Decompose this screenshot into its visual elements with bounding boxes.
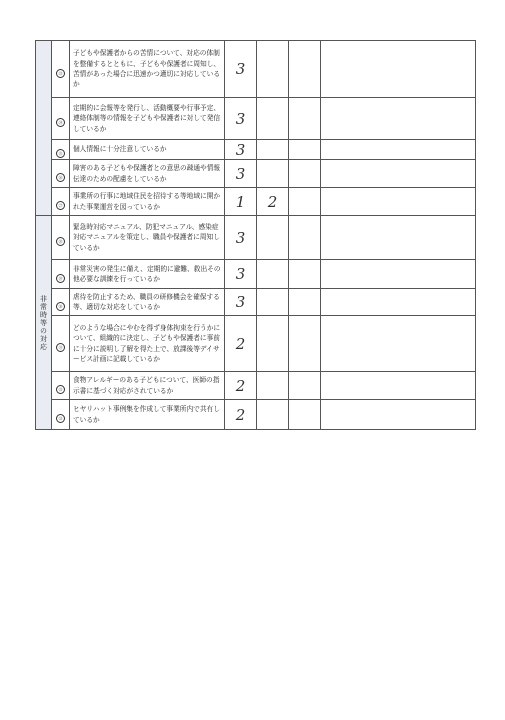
- answer-neutral: [257, 400, 289, 430]
- question-text: 事業所の行事に地域住民を招待する等地域に開かれた事業運営を図っているか: [70, 188, 225, 216]
- row-number: ㉜: [52, 372, 70, 400]
- comment-cell: [321, 41, 476, 98]
- evaluation-table: [35, 40, 476, 430]
- answer-yes: 1: [225, 188, 257, 216]
- table-row: [36, 140, 476, 160]
- comment-cell: [321, 372, 476, 400]
- question-text: 食物アレルギーのある子どもについて、医師の指示書に基づく対応がされているか: [70, 372, 225, 400]
- answer-no: [289, 188, 321, 216]
- answer-yes: 3: [225, 160, 257, 188]
- answer-yes: 3: [225, 260, 257, 289]
- answer-yes: 3: [225, 216, 257, 260]
- answer-yes: 3: [225, 289, 257, 316]
- question-text: 障害のある子どもや保護者との意思の疎通や情報伝達のための配慮をしているか: [70, 160, 225, 188]
- row-number: ㉗: [52, 188, 70, 216]
- answer-neutral: [257, 260, 289, 289]
- table-row: [36, 400, 476, 430]
- table-row: [36, 289, 476, 316]
- answer-no: [289, 400, 321, 430]
- answer-yes: 2: [225, 372, 257, 400]
- comment-cell: [321, 216, 476, 260]
- comment-cell: [321, 289, 476, 316]
- table-row: [36, 260, 476, 289]
- question-text: ヒヤリハット事例集を作成して事業所内で共有しているか: [70, 400, 225, 430]
- row-number: ㉚: [52, 289, 70, 316]
- table-row: [36, 98, 476, 140]
- question-text: 虐待を防止するため、職員の研修機会を確保する等、適切な対応をしているか: [70, 289, 225, 316]
- comment-cell: [321, 140, 476, 160]
- answer-neutral: [257, 98, 289, 140]
- answer-neutral: [257, 316, 289, 372]
- question-text: 子どもや保護者からの苦情について、対応の体制を整備するとともに、子どもや保護者に周知し、苦情があった場合に迅速かつ適切に対応しているか: [70, 41, 225, 98]
- table-row: [36, 372, 476, 400]
- answer-yes: 3: [225, 41, 257, 98]
- row-number: ㉖: [52, 160, 70, 188]
- row-number: ㉛: [52, 316, 70, 372]
- answer-no: [289, 140, 321, 160]
- answer-yes: 2: [225, 316, 257, 372]
- table-row: [36, 216, 476, 260]
- comment-cell: [321, 98, 476, 140]
- answer-no: [289, 216, 321, 260]
- comment-cell: [321, 160, 476, 188]
- answer-no: [289, 316, 321, 372]
- question-text: 緊急時対応マニュアル、防犯マニュアル、感染症対応マニュアルを策定し、職員や保護者に周知しているか: [70, 216, 225, 260]
- category-cell-emergency: [36, 216, 52, 430]
- table-row: [36, 41, 476, 98]
- answer-yes: 2: [225, 400, 257, 430]
- answer-yes: 3: [225, 98, 257, 140]
- question-text: 非常災害の発生に備え、定期的に避難、救出その他必要な訓練を行っているか: [70, 260, 225, 289]
- row-number: ㉕: [52, 140, 70, 160]
- row-number: ㉝: [52, 400, 70, 430]
- comment-cell: [321, 188, 476, 216]
- answer-neutral: [257, 372, 289, 400]
- answer-neutral: 2: [257, 188, 289, 216]
- answer-neutral: [257, 140, 289, 160]
- answer-no: [289, 41, 321, 98]
- category-cell-blank: [36, 41, 52, 216]
- answer-neutral: [257, 160, 289, 188]
- row-number: ㉓: [52, 41, 70, 98]
- comment-cell: [321, 260, 476, 289]
- answer-neutral: [257, 289, 289, 316]
- question-text: どのような場合にやむを得ず身体拘束を行うかについて、組織的に決定し、子どもや保護者に事前に十分に説明し了解を得た上で、放課後等デイサービス計画に記載しているか: [70, 316, 225, 372]
- answer-no: [289, 160, 321, 188]
- answer-no: [289, 372, 321, 400]
- answer-neutral: [257, 41, 289, 98]
- row-number: ㉘: [52, 216, 70, 260]
- table-row: [36, 160, 476, 188]
- row-number: ㉔: [52, 98, 70, 140]
- answer-no: [289, 289, 321, 316]
- answer-no: [289, 260, 321, 289]
- answer-yes: 3: [225, 140, 257, 160]
- question-text: 定期的に会報等を発行し、活動概要や行事予定、連絡体制等の情報を子どもや保護者に対して発信しているか: [70, 98, 225, 140]
- answer-neutral: [257, 216, 289, 260]
- answer-no: [289, 98, 321, 140]
- category-label: 非常時等の対応: [39, 294, 48, 351]
- table-row: [36, 316, 476, 372]
- question-text: 個人情報に十分注意しているか: [70, 140, 225, 160]
- comment-cell: [321, 400, 476, 430]
- table-row: [36, 188, 476, 216]
- comment-cell: [321, 316, 476, 372]
- row-number: ㉙: [52, 260, 70, 289]
